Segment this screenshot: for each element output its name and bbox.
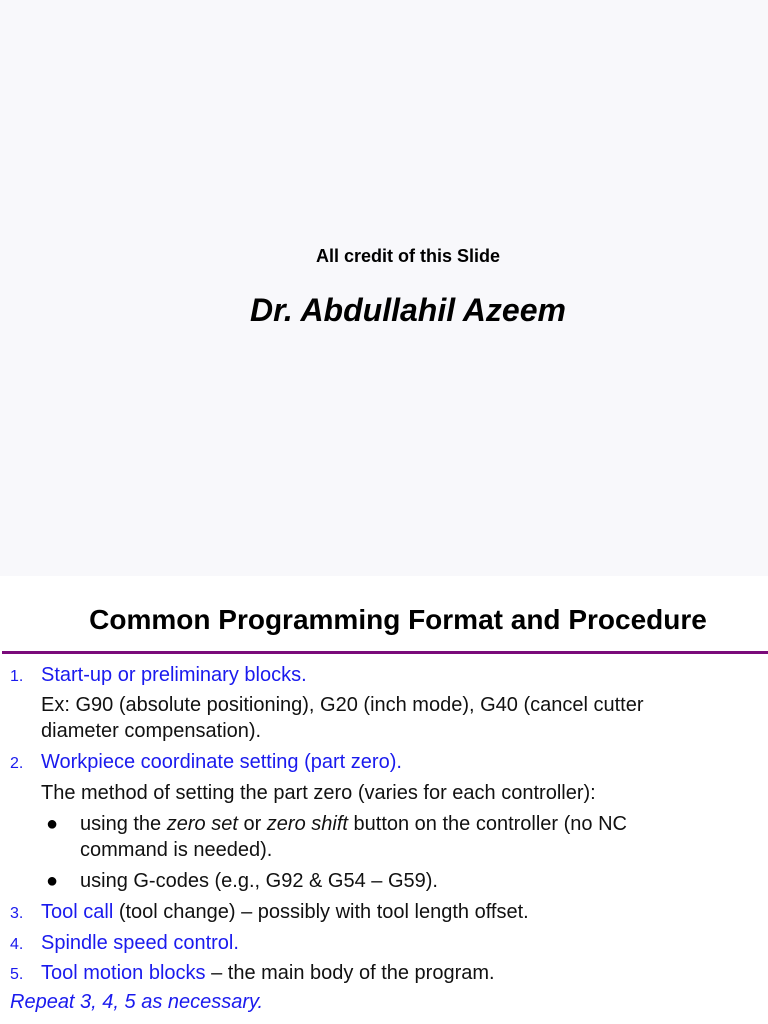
bullet-text: using the zero set or zero shift button on the controller (no NC: [80, 813, 627, 835]
list-number: 5.: [10, 966, 24, 983]
list-number: 2.: [10, 755, 24, 772]
title-divider: [2, 651, 768, 654]
list-item-label: Tool motion blocks: [41, 962, 206, 984]
closing-note: Repeat 3, 4, 5 as necessary.: [10, 991, 264, 1013]
list-item-text: Tool call (tool change) – possibly with tool length offset.: [41, 901, 529, 923]
bullet-text: using G-codes (e.g., G92 & G54 – G59).: [80, 870, 438, 892]
author-name: Dr. Abdullahil Azeem: [250, 292, 566, 328]
bullet-icon: ●: [46, 870, 59, 892]
list-number: 3.: [10, 905, 24, 922]
example-text: Ex: G90 (absolute positioning), G20 (inch mode), G40 (cancel cutter: [41, 694, 644, 716]
programming-format-slide: [0, 576, 768, 1024]
example-text: diameter compensation).: [41, 720, 262, 742]
list-item-label: Start-up or preliminary blocks.: [41, 664, 307, 686]
list-number: 1.: [10, 668, 24, 685]
list-number: 4.: [10, 936, 24, 953]
slide-title: Common Programming Format and Procedure: [89, 604, 707, 635]
list-item-text: Tool motion blocks – the main body of the program.: [41, 962, 495, 984]
bullet-icon: ●: [46, 813, 59, 835]
bullet-text: command is needed).: [80, 839, 273, 861]
list-item-label: Tool call: [41, 901, 114, 923]
list-item-label: Workpiece coordinate setting (part zero).: [41, 751, 402, 773]
credit-line: All credit of this Slide: [315, 246, 501, 266]
list-item-label: Spindle speed control.: [41, 932, 239, 954]
method-text: The method of setting the part zero (varies for each controller):: [41, 782, 596, 804]
